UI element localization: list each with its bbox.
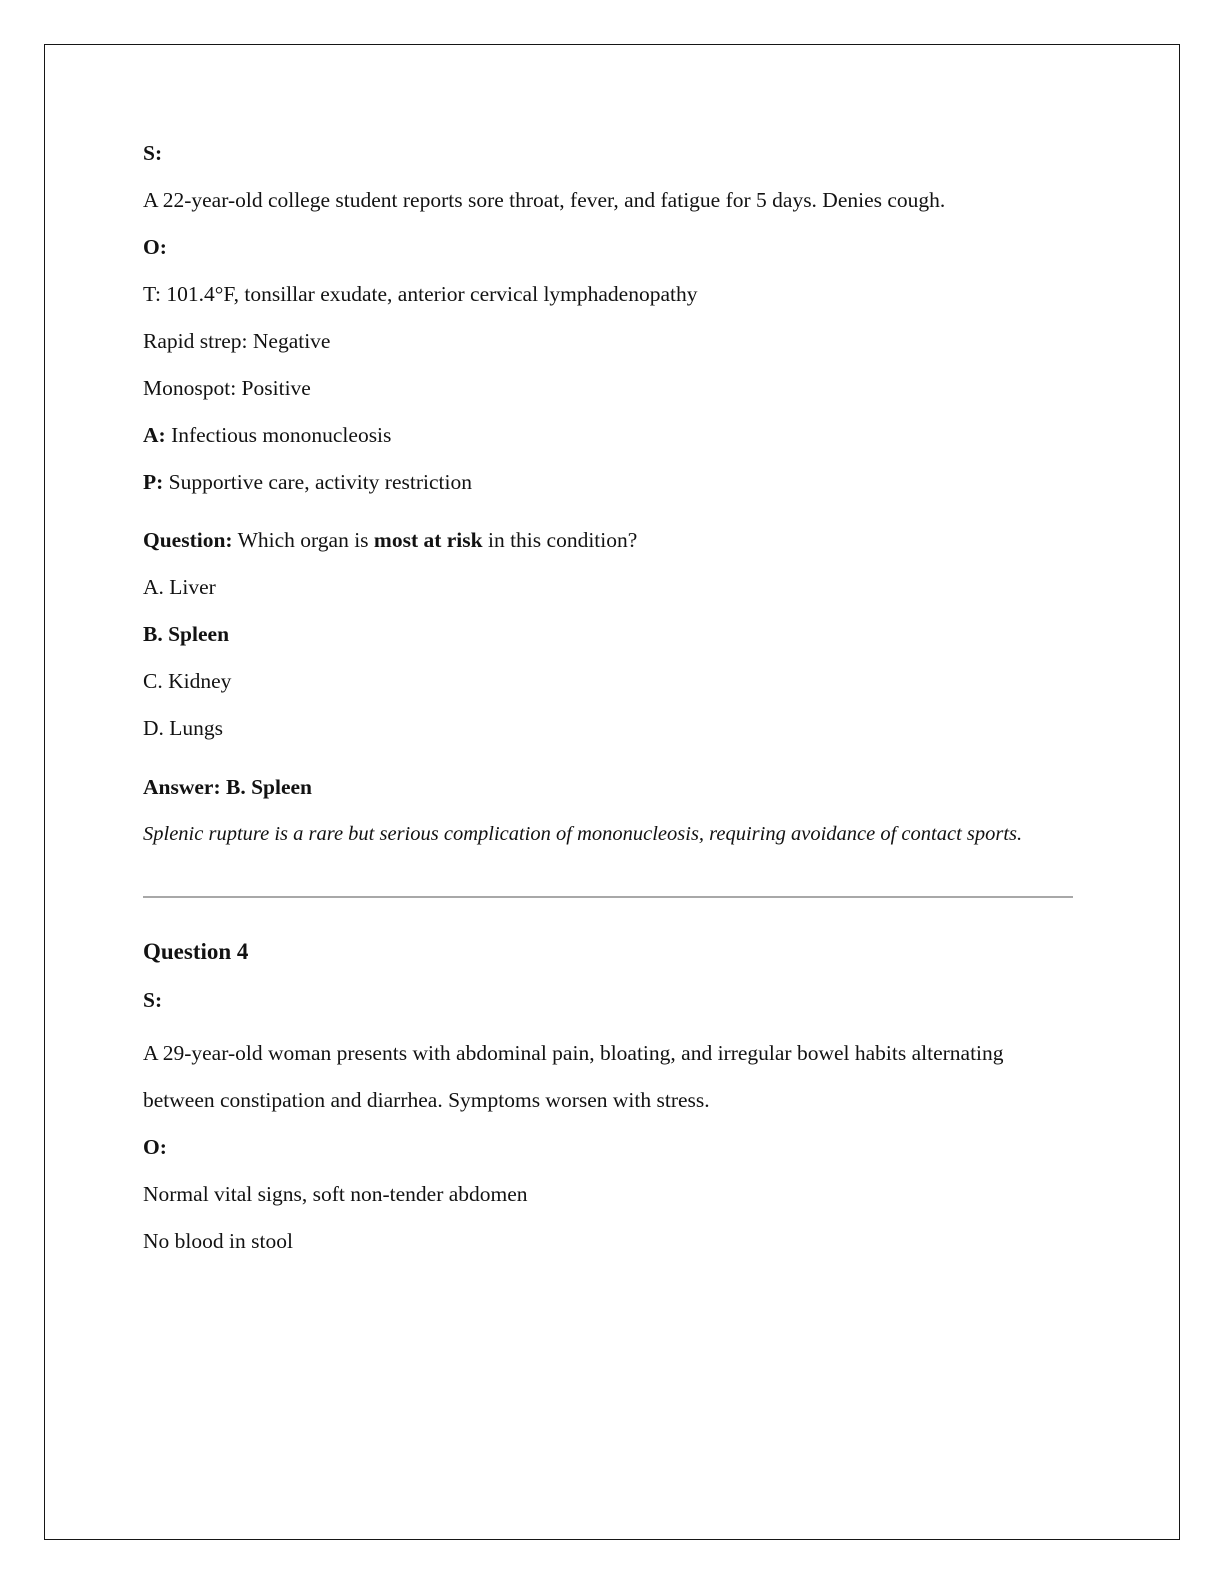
soap1-assessment-text: Infectious mononucleosis [165, 423, 392, 447]
soap1-plan-label: P: [143, 470, 164, 494]
page-content [143, 130, 1073, 1265]
soap1-question-post: in this condition? [482, 528, 638, 552]
soap1-objective-line-3: Monospot: Positive [143, 376, 311, 400]
question4-objective-line-1: Normal vital signs, soft non-tender abdomen [143, 1182, 528, 1206]
soap1-objective-line-2: Rapid strep: Negative [143, 329, 331, 353]
soap1-option-c: C. Kidney [143, 669, 232, 693]
soap1-assessment-line [143, 412, 1073, 459]
soap1-question-pre: Which organ is [232, 528, 374, 552]
soap1-objective-label: O: [143, 235, 167, 259]
soap1-subjective-label: S: [143, 141, 163, 165]
soap1-rationale: Splenic rupture is a rare but serious complication of mononucleosis, requiring avoidance of contact sports. [143, 823, 1023, 845]
question4-objective-label: O: [143, 1135, 167, 1159]
soap1-question-line [143, 517, 1073, 564]
question4-subjective-text: A 29-year-old woman presents with abdominal pain, bloating, and irregular bowel habits alternating between constipation and diarrhea. Symptoms worsen with stress. [143, 1041, 1004, 1112]
soap1-option-d: D. Lungs [143, 716, 224, 740]
soap1-question-label: Question: [143, 528, 233, 552]
question4-subjective-label: S: [143, 988, 163, 1012]
soap1-subjective-text: A 22-year-old college student reports sore throat, fever, and fatigue for 5 days. Denies cough. [143, 188, 946, 212]
soap1-option-a: A. Liver [143, 575, 216, 599]
question4-objective-line-2: No blood in stool [143, 1229, 293, 1253]
soap1-plan-text: Supportive care, activity restriction [163, 470, 472, 494]
soap1-assessment-label: A: [143, 423, 166, 447]
section-divider [143, 896, 1073, 898]
question4-heading: Question 4 [143, 939, 249, 964]
soap1-question-emphasis: most at risk [373, 528, 483, 552]
soap1-objective-line-1: T: 101.4°F, tonsillar exudate, anterior cervical lymphadenopathy [143, 282, 698, 306]
soap1-option-b: B. Spleen [143, 622, 230, 646]
soap1-plan-line [143, 459, 1073, 506]
soap1-answer: Answer: B. Spleen [143, 775, 313, 799]
